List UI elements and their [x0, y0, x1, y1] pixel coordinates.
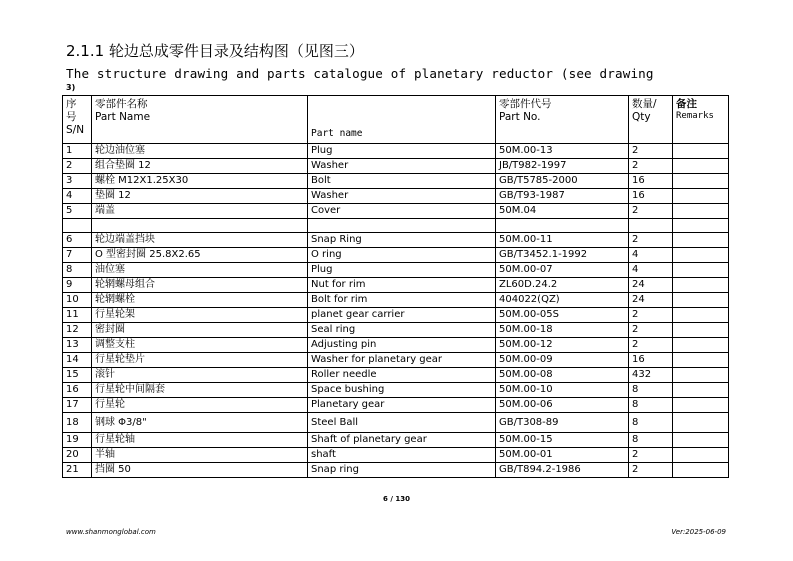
- header-part-name-en: [308, 96, 496, 144]
- parts-table: [62, 95, 729, 478]
- table-row: [63, 189, 729, 204]
- cell-part-no: 404022(QZ): [496, 293, 629, 308]
- cell-part-name-cn: 行星轮中间隔套: [92, 383, 308, 398]
- cell-sn: 5: [63, 204, 92, 219]
- cell-part-no: GB/T3452.1-1992: [496, 248, 629, 263]
- cell-part-no: 50M.00-09: [496, 353, 629, 368]
- cell-qty: 24: [629, 278, 673, 293]
- cell-qty: 8: [629, 398, 673, 413]
- table-row: [63, 338, 729, 353]
- header-name-en: Part Name: [95, 111, 151, 124]
- cell-part-name-en: Nut for rim: [308, 278, 496, 293]
- header-remarks: [673, 96, 729, 144]
- cell-part-no: 50M.00-06: [496, 398, 629, 413]
- table-group-separator: [63, 219, 729, 233]
- table-row: [63, 278, 729, 293]
- cell-part-no: JB/T982-1997: [496, 159, 629, 174]
- cell-part-name-en: Seal ring: [308, 323, 496, 338]
- cell-part-name-en: Shaft of planetary gear: [308, 433, 496, 448]
- cell-sn: 12: [63, 323, 92, 338]
- page-number: 6 / 130: [383, 495, 410, 503]
- header-part-name-cn: [92, 96, 308, 144]
- header-part-no: [496, 96, 629, 144]
- cell-remarks: [673, 353, 729, 368]
- separator-cell: [63, 219, 92, 233]
- cell-sn: 6: [63, 233, 92, 248]
- cell-part-name-cn: 行星轮架: [92, 308, 308, 323]
- cell-qty: 24: [629, 293, 673, 308]
- cell-sn: 8: [63, 263, 92, 278]
- header-sn: [63, 96, 92, 144]
- table-row: [63, 353, 729, 368]
- cell-qty: 2: [629, 338, 673, 353]
- cell-part-no: 50M.04: [496, 204, 629, 219]
- cell-qty: 16: [629, 174, 673, 189]
- cell-sn: 19: [63, 433, 92, 448]
- table-row: [63, 433, 729, 448]
- cell-remarks: [673, 144, 729, 159]
- table-row: [63, 144, 729, 159]
- cell-part-name-en: Steel Ball: [308, 413, 496, 433]
- cell-remarks: [673, 263, 729, 278]
- cell-part-no: ZL60D.24.2: [496, 278, 629, 293]
- header-qty-en: Qty: [632, 111, 651, 124]
- header-code-cn: 零部件代号: [499, 98, 552, 110]
- cell-part-name-en: Bolt for rim: [308, 293, 496, 308]
- cell-sn: 15: [63, 368, 92, 383]
- cell-part-name-en: Adjusting pin: [308, 338, 496, 353]
- table-row: [63, 448, 729, 463]
- cell-sn: 10: [63, 293, 92, 308]
- cell-part-no: GB/T308-89: [496, 413, 629, 433]
- cell-qty: 432: [629, 368, 673, 383]
- cell-remarks: [673, 323, 729, 338]
- table-row: [63, 174, 729, 189]
- cell-part-no: 50M.00-11: [496, 233, 629, 248]
- cell-part-no: GB/T894.2-1986: [496, 463, 629, 478]
- cell-qty: 2: [629, 159, 673, 174]
- cell-part-name-cn: 滚针: [92, 368, 308, 383]
- cell-part-name-cn: 轮辋螺栓: [92, 293, 308, 308]
- cell-part-name-en: Roller needle: [308, 368, 496, 383]
- cell-part-no: 50M.00-08: [496, 368, 629, 383]
- cell-sn: 9: [63, 278, 92, 293]
- table-row: [63, 293, 729, 308]
- footer-version: Ver:2025-06-09: [671, 528, 726, 536]
- cell-qty: 2: [629, 233, 673, 248]
- header-part-name-en-text: Part name: [311, 128, 363, 140]
- cell-part-name-cn: 组合垫圈 12: [92, 159, 308, 174]
- cell-part-name-en: Cover: [308, 204, 496, 219]
- cell-part-no: 50M.00-12: [496, 338, 629, 353]
- footer-website: www.shanmonglobal.com: [66, 528, 156, 536]
- cell-part-name-cn: 螺栓 M12X1.25X30: [92, 174, 308, 189]
- cell-part-no: GB/T5785-2000: [496, 174, 629, 189]
- cell-part-name-cn: 轮辋螺母组合: [92, 278, 308, 293]
- table-row: [63, 263, 729, 278]
- cell-remarks: [673, 278, 729, 293]
- table-row: [63, 368, 729, 383]
- cell-part-name-en: shaft: [308, 448, 496, 463]
- cell-qty: 8: [629, 413, 673, 433]
- cell-part-name-en: Plug: [308, 144, 496, 159]
- cell-part-name-cn: 行星轮轴: [92, 433, 308, 448]
- cell-qty: 2: [629, 204, 673, 219]
- separator-cell: [496, 219, 629, 233]
- cell-remarks: [673, 189, 729, 204]
- header-name-cn: 零部件名称: [95, 98, 148, 110]
- cell-part-name-cn: 行星轮垫片: [92, 353, 308, 368]
- cell-sn: 4: [63, 189, 92, 204]
- cell-qty: 2: [629, 308, 673, 323]
- cell-qty: 4: [629, 248, 673, 263]
- table-row: [63, 383, 729, 398]
- cell-remarks: [673, 383, 729, 398]
- table-row: [63, 308, 729, 323]
- cell-sn: 11: [63, 308, 92, 323]
- cell-qty: 16: [629, 353, 673, 368]
- separator-cell: [308, 219, 496, 233]
- cell-qty: 4: [629, 263, 673, 278]
- cell-qty: 8: [629, 433, 673, 448]
- header-qty: [629, 96, 673, 144]
- section-subtitle-continued: 3): [66, 83, 76, 92]
- table-row: [63, 159, 729, 174]
- cell-part-no: 50M.00-18: [496, 323, 629, 338]
- cell-remarks: [673, 338, 729, 353]
- cell-part-name-cn: 轮边油位塞: [92, 144, 308, 159]
- cell-qty: 8: [629, 383, 673, 398]
- header-qty-cn: 数量/: [632, 98, 657, 110]
- cell-part-no: 50M.00-05S: [496, 308, 629, 323]
- table-row: [63, 463, 729, 478]
- cell-part-name-cn: 挡圈 50: [92, 463, 308, 478]
- cell-part-name-cn: 调整支柱: [92, 338, 308, 353]
- cell-remarks: [673, 463, 729, 478]
- cell-qty: 2: [629, 448, 673, 463]
- header-code-en: Part No.: [499, 111, 541, 124]
- cell-part-name-en: Planetary gear: [308, 398, 496, 413]
- header-sn-cn: 序 号: [66, 98, 77, 124]
- cell-sn: 16: [63, 383, 92, 398]
- cell-remarks: [673, 233, 729, 248]
- cell-part-name-en: Plug: [308, 263, 496, 278]
- cell-qty: 2: [629, 323, 673, 338]
- table-row: [63, 398, 729, 413]
- table-row: [63, 323, 729, 338]
- cell-part-name-en: Snap ring: [308, 463, 496, 478]
- cell-remarks: [673, 368, 729, 383]
- cell-part-no: 50M.00-13: [496, 144, 629, 159]
- cell-part-name-cn: 半轴: [92, 448, 308, 463]
- cell-part-name-en: Washer: [308, 189, 496, 204]
- cell-sn: 21: [63, 463, 92, 478]
- table-row: [63, 413, 729, 433]
- cell-part-name-en: O ring: [308, 248, 496, 263]
- cell-sn: 20: [63, 448, 92, 463]
- separator-cell: [629, 219, 673, 233]
- cell-qty: 2: [629, 463, 673, 478]
- cell-sn: 13: [63, 338, 92, 353]
- cell-part-name-en: Washer for planetary gear: [308, 353, 496, 368]
- cell-part-name-en: Washer: [308, 159, 496, 174]
- table-header-row: [63, 96, 729, 144]
- cell-remarks: [673, 204, 729, 219]
- cell-part-name-en: Space bushing: [308, 383, 496, 398]
- header-remarks-en: Remarks: [676, 111, 714, 122]
- cell-part-no: 50M.00-07: [496, 263, 629, 278]
- cell-part-no: GB/T93-1987: [496, 189, 629, 204]
- separator-cell: [673, 219, 729, 233]
- cell-sn: 17: [63, 398, 92, 413]
- cell-remarks: [673, 293, 729, 308]
- cell-part-name-cn: 密封圈: [92, 323, 308, 338]
- cell-part-name-cn: 钢球 Φ3/8": [92, 413, 308, 433]
- cell-remarks: [673, 174, 729, 189]
- cell-remarks: [673, 413, 729, 433]
- cell-part-name-en: planet gear carrier: [308, 308, 496, 323]
- cell-part-no: 50M.00-01: [496, 448, 629, 463]
- cell-sn: 14: [63, 353, 92, 368]
- cell-part-name-cn: 端盖: [92, 204, 308, 219]
- cell-sn: 18: [63, 413, 92, 433]
- cell-sn: 3: [63, 174, 92, 189]
- cell-remarks: [673, 398, 729, 413]
- cell-remarks: [673, 448, 729, 463]
- cell-part-no: 50M.00-15: [496, 433, 629, 448]
- section-subtitle: The structure drawing and parts catalogue of planetary reductor (see drawing: [66, 66, 654, 81]
- header-remarks-cn: 备注: [676, 98, 697, 110]
- cell-remarks: [673, 159, 729, 174]
- cell-part-name-cn: 行星轮: [92, 398, 308, 413]
- cell-remarks: [673, 248, 729, 263]
- cell-part-name-en: Bolt: [308, 174, 496, 189]
- cell-part-name-en: Snap Ring: [308, 233, 496, 248]
- cell-qty: 2: [629, 144, 673, 159]
- cell-sn: 7: [63, 248, 92, 263]
- cell-sn: 1: [63, 144, 92, 159]
- cell-sn: 2: [63, 159, 92, 174]
- cell-part-name-cn: 轮边端盖挡块: [92, 233, 308, 248]
- cell-part-name-cn: 垫圈 12: [92, 189, 308, 204]
- separator-cell: [92, 219, 308, 233]
- cell-part-no: 50M.00-10: [496, 383, 629, 398]
- cell-part-name-cn: 油位塞: [92, 263, 308, 278]
- cell-remarks: [673, 308, 729, 323]
- section-heading: 2.1.1 轮边总成零件目录及结构图（见图三）: [66, 42, 364, 60]
- cell-qty: 16: [629, 189, 673, 204]
- cell-part-name-cn: O 型密封圈 25.8X2.65: [92, 248, 308, 263]
- table-row: [63, 233, 729, 248]
- table-row: [63, 204, 729, 219]
- header-sn-en: S/N: [66, 124, 85, 137]
- cell-remarks: [673, 433, 729, 448]
- table-row: [63, 248, 729, 263]
